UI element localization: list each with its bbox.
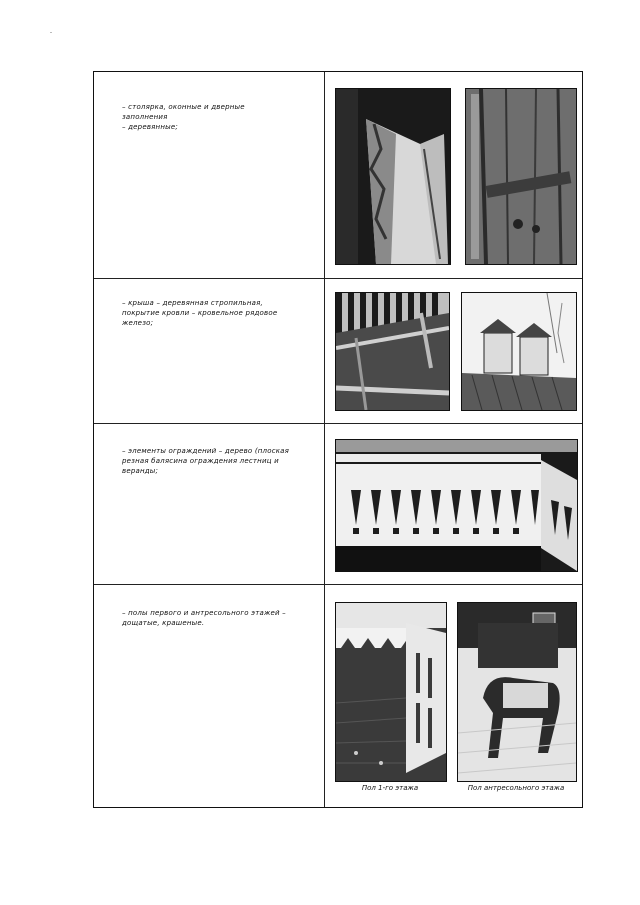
first-floor-photo [335, 602, 447, 782]
column-divider [324, 72, 325, 807]
first-floor-caption: Пол 1-го этажа [361, 784, 419, 792]
row-3-text: – элементы ограждений – дерево (плоская резная балясина ограждения лестниц и веранды; [122, 447, 290, 475]
row-1-text: – столярка, оконные и дверные заполнения – деревянные; [122, 103, 245, 131]
row-divider [94, 278, 582, 279]
mezzanine-floor-caption: Пол антресольного этажа [467, 784, 565, 792]
mezzanine-floor-photo [457, 602, 577, 782]
roof-rafters-photo [335, 292, 450, 411]
row-divider [94, 584, 582, 585]
carved-railing-photo [335, 439, 578, 572]
row-divider [94, 423, 582, 424]
wooden-door-photo [465, 88, 577, 265]
scan-mark [50, 32, 52, 33]
document-table [93, 71, 583, 808]
chimneys-on-roof-photo [461, 292, 577, 411]
window-frame-photo [335, 88, 451, 265]
row-2-text: – крыша – деревянная стропильная, покрытие кровли – кровельное рядовое железо; [122, 299, 278, 327]
row-4-text: – полы первого и антресольного этажей – дощатые, крашеные. [122, 609, 286, 627]
